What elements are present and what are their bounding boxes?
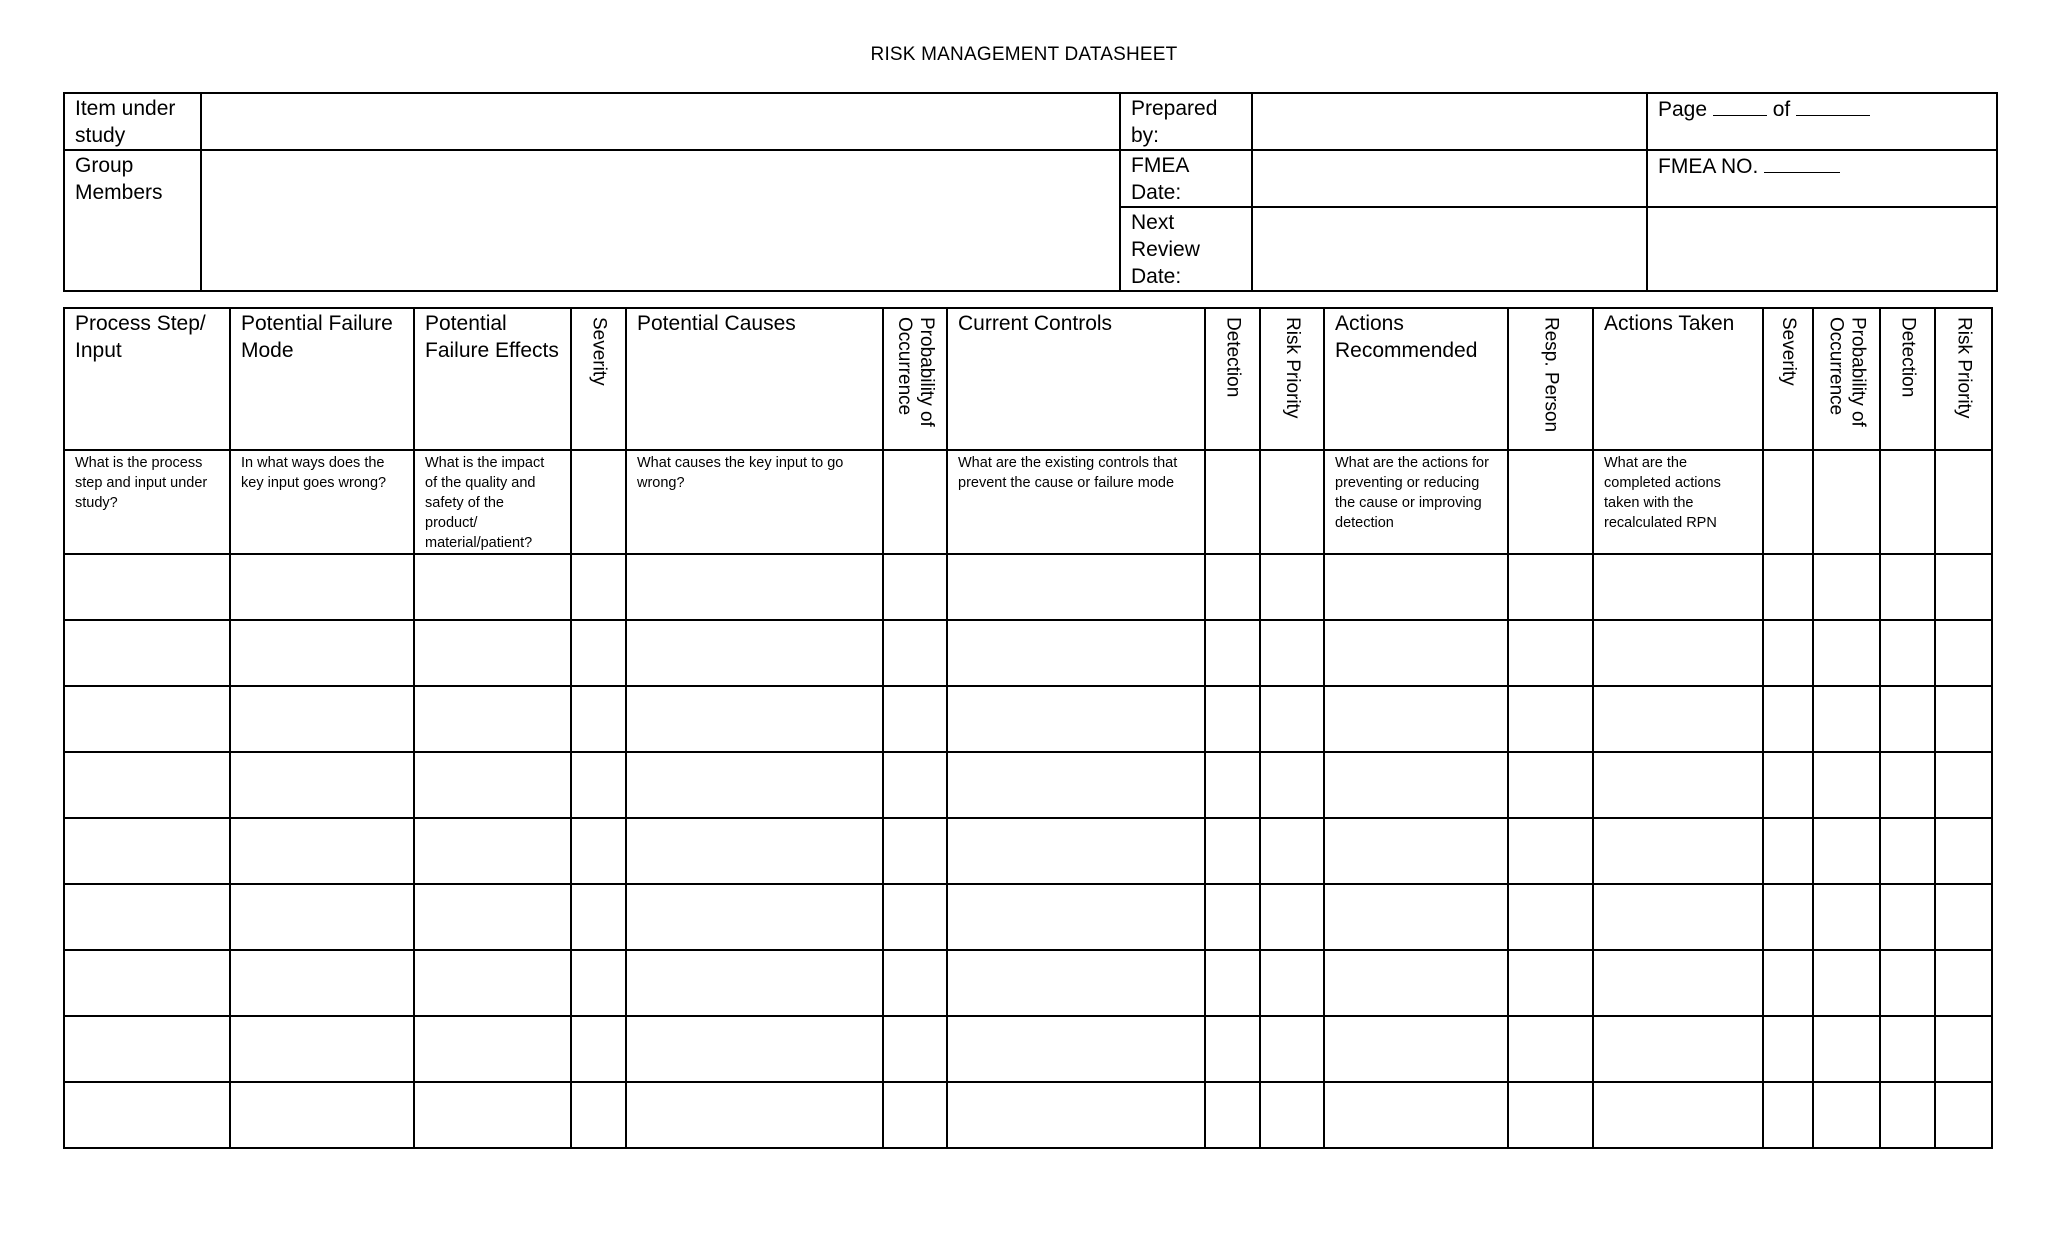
table-cell[interactable]	[1880, 950, 1935, 1016]
table-cell[interactable]	[1880, 752, 1935, 818]
table-cell[interactable]	[571, 1016, 626, 1082]
desc-detection-after[interactable]	[1880, 450, 1935, 554]
table-cell[interactable]	[414, 620, 571, 686]
table-cell[interactable]	[626, 1082, 883, 1148]
table-cell[interactable]	[1935, 752, 1992, 818]
fmea-no-cell[interactable]	[1647, 150, 1997, 207]
table-cell[interactable]	[1813, 818, 1880, 884]
table-cell[interactable]	[1324, 884, 1508, 950]
table-cell[interactable]	[571, 620, 626, 686]
table-cell[interactable]	[1763, 950, 1813, 1016]
table-cell[interactable]	[1813, 686, 1880, 752]
col-potential-causes: Potential Causes	[626, 308, 883, 450]
desc-risk-priority-after[interactable]	[1935, 450, 1992, 554]
description-row	[64, 450, 1992, 554]
table-cell[interactable]	[64, 950, 230, 1016]
table-cell[interactable]	[414, 1016, 571, 1082]
col-probability-after	[1813, 308, 1880, 450]
table-cell[interactable]	[1935, 884, 1992, 950]
table-cell[interactable]	[64, 686, 230, 752]
table-cell[interactable]	[1935, 554, 1992, 620]
col-probability-after-label: Probability of Occurrence	[1825, 317, 1869, 427]
table-cell[interactable]	[1935, 620, 1992, 686]
table-cell[interactable]	[1260, 620, 1324, 686]
table-cell[interactable]	[1763, 1082, 1813, 1148]
table-cell[interactable]	[1205, 686, 1260, 752]
table-cell[interactable]	[64, 818, 230, 884]
col-potential-failure-effects: Potential Failure Effects	[414, 308, 571, 450]
desc-failure-mode: In what ways does the key input goes wrong?	[230, 450, 414, 554]
table-cell[interactable]	[1763, 818, 1813, 884]
table-cell[interactable]	[1763, 752, 1813, 818]
desc-probability-after[interactable]	[1813, 450, 1880, 554]
page-number-cell[interactable]	[1647, 93, 1997, 150]
table-row	[64, 1082, 1992, 1148]
table-cell[interactable]	[1205, 1082, 1260, 1148]
table-cell[interactable]	[1205, 620, 1260, 686]
table-cell[interactable]	[626, 1016, 883, 1082]
table-cell[interactable]	[64, 1016, 230, 1082]
table-cell[interactable]	[571, 1082, 626, 1148]
table-cell[interactable]	[1880, 1016, 1935, 1082]
col-resp-person-label: Resp. Person	[1540, 317, 1562, 433]
page-label: Page	[1658, 98, 1708, 121]
table-cell[interactable]	[230, 1082, 414, 1148]
table-cell[interactable]	[626, 686, 883, 752]
next-review-date-field[interactable]	[1252, 207, 1647, 291]
group-members-field[interactable]	[201, 150, 1120, 291]
table-cell[interactable]	[1813, 752, 1880, 818]
col-current-controls: Current Controls	[947, 308, 1205, 450]
fmea-no-blank[interactable]	[1764, 152, 1840, 173]
table-cell[interactable]	[883, 1016, 947, 1082]
desc-failure-effects: What is the impact of the quality and safety of the product/ material/patient?	[414, 450, 571, 554]
table-cell[interactable]	[64, 884, 230, 950]
table-cell[interactable]	[1260, 752, 1324, 818]
table-cell[interactable]	[947, 950, 1205, 1016]
table-cell[interactable]	[1813, 884, 1880, 950]
table-cell[interactable]	[1260, 554, 1324, 620]
table-cell[interactable]	[230, 818, 414, 884]
table-cell[interactable]	[571, 554, 626, 620]
fmea-date-label: FMEA Date:	[1120, 150, 1252, 207]
col-detection-after-label: Detection	[1897, 317, 1919, 398]
of-label: of	[1772, 98, 1791, 121]
table-cell[interactable]	[1324, 620, 1508, 686]
table-cell[interactable]	[230, 620, 414, 686]
table-cell[interactable]	[230, 686, 414, 752]
table-cell[interactable]	[1324, 1082, 1508, 1148]
table-cell[interactable]	[626, 884, 883, 950]
col-actions-taken: Actions Taken	[1593, 308, 1763, 450]
table-cell[interactable]	[1324, 686, 1508, 752]
table-cell[interactable]	[1324, 818, 1508, 884]
table-row	[64, 686, 1992, 752]
table-cell[interactable]	[1260, 884, 1324, 950]
table-cell[interactable]	[1763, 1016, 1813, 1082]
table-cell[interactable]	[1880, 884, 1935, 950]
next-review-date-label: Next Review Date:	[1120, 207, 1252, 291]
table-cell[interactable]	[1880, 554, 1935, 620]
table-cell[interactable]	[1508, 686, 1593, 752]
table-cell[interactable]	[1935, 1082, 1992, 1148]
table-cell[interactable]	[1593, 950, 1763, 1016]
table-row	[64, 818, 1992, 884]
table-cell[interactable]	[1593, 1082, 1763, 1148]
table-cell[interactable]	[1813, 1082, 1880, 1148]
desc-risk-priority[interactable]	[1260, 450, 1324, 554]
table-row	[64, 620, 1992, 686]
table-cell[interactable]	[1593, 686, 1763, 752]
fmea-no-label: FMEA NO.	[1658, 155, 1759, 178]
table-cell[interactable]	[626, 950, 883, 1016]
table-cell[interactable]	[571, 686, 626, 752]
col-potential-failure-mode: Potential Failure Mode	[230, 308, 414, 450]
table-cell[interactable]	[1260, 686, 1324, 752]
table-cell[interactable]	[1763, 554, 1813, 620]
table-cell[interactable]	[947, 884, 1205, 950]
col-actions-recommended: Actions Recommended	[1324, 308, 1508, 450]
of-blank[interactable]	[1796, 95, 1870, 116]
col-detection	[1205, 308, 1260, 450]
table-row	[64, 1016, 1992, 1082]
table-cell[interactable]	[947, 1082, 1205, 1148]
table-cell[interactable]	[1880, 1082, 1935, 1148]
table-cell[interactable]	[883, 950, 947, 1016]
header-table	[63, 92, 1998, 292]
table-row	[64, 884, 1992, 950]
table-cell[interactable]	[1880, 818, 1935, 884]
page-title: RISK MANAGEMENT DATASHEET	[870, 44, 1178, 65]
table-cell[interactable]	[571, 884, 626, 950]
table-cell[interactable]	[1324, 752, 1508, 818]
table-cell[interactable]	[230, 752, 414, 818]
table-cell[interactable]	[883, 884, 947, 950]
table-cell[interactable]	[1593, 620, 1763, 686]
item-under-study-field[interactable]	[201, 93, 1120, 150]
table-cell[interactable]	[1593, 752, 1763, 818]
table-cell[interactable]	[230, 1016, 414, 1082]
table-cell[interactable]	[883, 818, 947, 884]
col-severity-after	[1763, 308, 1813, 450]
col-severity	[571, 308, 626, 450]
table-cell[interactable]	[1813, 950, 1880, 1016]
col-probability-of-occurrence	[883, 308, 947, 450]
desc-detection[interactable]	[1205, 450, 1260, 554]
table-cell[interactable]	[626, 818, 883, 884]
col-probability-label: Probability of Occurrence	[894, 317, 937, 427]
col-risk-priority-after	[1935, 308, 1992, 450]
col-detection-label: Detection	[1222, 317, 1244, 398]
table-cell[interactable]	[1935, 686, 1992, 752]
table-cell[interactable]	[1813, 554, 1880, 620]
table-cell[interactable]	[1205, 1016, 1260, 1082]
table-cell[interactable]	[626, 752, 883, 818]
table-cell[interactable]	[1763, 620, 1813, 686]
table-cell[interactable]	[230, 554, 414, 620]
table-cell[interactable]	[947, 686, 1205, 752]
table-row	[64, 554, 1992, 620]
table-cell[interactable]	[883, 752, 947, 818]
desc-process-step: What is the process step and input under study?	[64, 450, 230, 554]
table-cell[interactable]	[1260, 1016, 1324, 1082]
table-cell[interactable]	[1205, 818, 1260, 884]
prepared-by-label: Prepared by:	[1120, 93, 1252, 150]
table-cell[interactable]	[1593, 1016, 1763, 1082]
table-cell[interactable]	[414, 686, 571, 752]
table-cell[interactable]	[64, 620, 230, 686]
table-cell[interactable]	[1935, 818, 1992, 884]
table-cell[interactable]	[230, 950, 414, 1016]
table-cell[interactable]	[1593, 818, 1763, 884]
table-cell[interactable]	[1508, 752, 1593, 818]
table-cell[interactable]	[1508, 884, 1593, 950]
table-cell[interactable]	[414, 818, 571, 884]
col-risk-priority	[1260, 308, 1324, 450]
group-members-label: Group Members	[64, 150, 201, 291]
table-cell[interactable]	[947, 818, 1205, 884]
table-cell[interactable]	[414, 554, 571, 620]
table-cell[interactable]	[1260, 818, 1324, 884]
table-cell[interactable]	[1813, 620, 1880, 686]
desc-severity[interactable]	[571, 450, 626, 554]
table-cell[interactable]	[571, 818, 626, 884]
table-cell[interactable]	[1593, 884, 1763, 950]
table-cell[interactable]	[64, 554, 230, 620]
table-cell[interactable]	[1205, 884, 1260, 950]
table-cell[interactable]	[1508, 950, 1593, 1016]
table-cell[interactable]	[1763, 884, 1813, 950]
col-severity-label: Severity	[588, 317, 610, 386]
table-cell[interactable]	[230, 884, 414, 950]
table-cell[interactable]	[1205, 554, 1260, 620]
table-cell[interactable]	[626, 620, 883, 686]
table-cell[interactable]	[1324, 554, 1508, 620]
col-risk-priority-after-label: Risk Priority	[1953, 317, 1975, 419]
col-risk-priority-label: Risk Priority	[1282, 317, 1303, 419]
table-cell[interactable]	[1880, 686, 1935, 752]
table-cell[interactable]	[1935, 1016, 1992, 1082]
table-cell[interactable]	[414, 950, 571, 1016]
item-under-study-label: Item under study	[64, 93, 201, 150]
table-cell[interactable]	[571, 950, 626, 1016]
table-cell[interactable]	[883, 620, 947, 686]
col-process-step: Process Step/ Input	[64, 308, 230, 450]
desc-actions-taken: What are the completed actions taken with the recalculated RPN	[1593, 450, 1763, 554]
table-cell[interactable]	[414, 752, 571, 818]
table-cell[interactable]	[1763, 686, 1813, 752]
table-cell[interactable]	[1260, 950, 1324, 1016]
col-resp-person	[1508, 308, 1593, 450]
col-severity-after-label: Severity	[1778, 317, 1799, 386]
table-cell[interactable]	[947, 1016, 1205, 1082]
table-cell[interactable]	[626, 554, 883, 620]
table-cell[interactable]	[947, 752, 1205, 818]
table-cell[interactable]	[1508, 818, 1593, 884]
table-cell[interactable]	[1260, 1082, 1324, 1148]
table-cell[interactable]	[883, 554, 947, 620]
table-cell[interactable]	[1813, 1016, 1880, 1082]
table-cell[interactable]	[883, 686, 947, 752]
table-cell[interactable]	[64, 1082, 230, 1148]
table-cell[interactable]	[947, 620, 1205, 686]
desc-actions-recommended: What are the actions for preventing or reducing the cause or improving detection	[1324, 450, 1508, 554]
fmea-date-field[interactable]	[1252, 150, 1647, 207]
table-cell[interactable]	[1880, 620, 1935, 686]
desc-resp-person[interactable]	[1508, 450, 1593, 554]
fmea-table	[63, 307, 1993, 1149]
table-cell[interactable]	[1593, 554, 1763, 620]
table-cell[interactable]	[1508, 554, 1593, 620]
desc-potential-causes: What causes the key input to go wrong?	[626, 450, 883, 554]
page-blank[interactable]	[1713, 95, 1767, 116]
desc-probability[interactable]	[883, 450, 947, 554]
table-cell[interactable]	[883, 1082, 947, 1148]
table-cell[interactable]	[1324, 1016, 1508, 1082]
col-detection-after	[1880, 308, 1935, 450]
desc-severity-after[interactable]	[1763, 450, 1813, 554]
table-row	[64, 752, 1992, 818]
table-cell[interactable]	[64, 752, 230, 818]
table-cell[interactable]	[571, 752, 626, 818]
table-row	[64, 950, 1992, 1016]
desc-current-controls: What are the existing controls that prevent the cause or failure mode	[947, 450, 1205, 554]
table-cell[interactable]	[1324, 950, 1508, 1016]
table-cell[interactable]	[1935, 950, 1992, 1016]
table-cell[interactable]	[414, 1082, 571, 1148]
table-cell[interactable]	[1508, 1082, 1593, 1148]
prepared-by-field[interactable]	[1252, 93, 1647, 150]
table-cell[interactable]	[1205, 752, 1260, 818]
header-empty-cell[interactable]	[1647, 207, 1997, 291]
table-cell[interactable]	[947, 554, 1205, 620]
table-cell[interactable]	[414, 884, 571, 950]
table-cell[interactable]	[1508, 1016, 1593, 1082]
table-cell[interactable]	[1205, 950, 1260, 1016]
table-cell[interactable]	[1508, 620, 1593, 686]
